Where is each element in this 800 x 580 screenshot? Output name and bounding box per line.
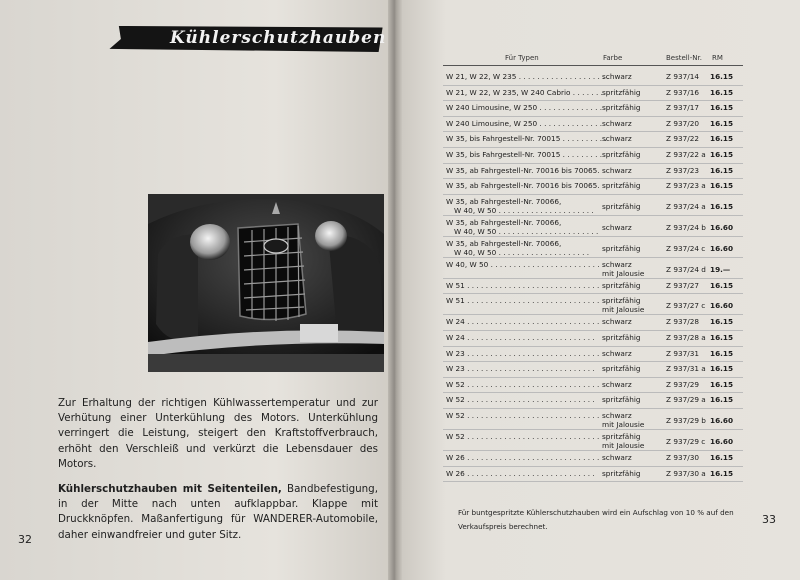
cell-bestell-nr: Z 937/27 c (666, 301, 706, 311)
cell-farbe: schwarz (602, 411, 632, 420)
cell-typ: W 24 . . . . . . . . . . . . . . . . . . . . . . . . . . . . (446, 333, 595, 342)
cell-typ: W 35, ab Fahrgestell-Nr. 70016 bis 70065. (446, 165, 600, 175)
cell-farbe: spritzfähig (602, 201, 641, 211)
row-rule (443, 330, 743, 331)
row-rule (443, 147, 743, 148)
cell-typ: W 23 . . . . . . . . . . . . . . . . . . . . . . . . . . . . . (446, 348, 600, 358)
row-rule (443, 194, 743, 195)
cell-bestell-nr: Z 937/29 (666, 379, 699, 389)
cell-bestell-nr: Z 937/29 a (666, 395, 706, 405)
cell-typ-line2: W 40, W 50 . . . . . . . . . . . . . . . . . . . . (454, 247, 590, 257)
product-details: Bandbefestigung, in der Mitte nach unten aufklappbar. Klappe mit Druckknöpfen. Maßanfertigung für WANDERER-Automobile, daher einwandfreier und guter Sitz. (58, 483, 378, 541)
cell-typ: W 35, ab Fahrgestell-Nr. 70066, (446, 196, 562, 206)
cell-typ: W 52 . . . . . . . . . . . . . . . . . . . . . . . . . . . . . (446, 379, 600, 389)
cell-rm: 16.15 (710, 348, 734, 358)
cell-farbe: spritzfähig (602, 468, 641, 478)
cell-rm: 16.15 (710, 379, 734, 389)
cell-bestell-nr: Z 937/31 (666, 348, 699, 358)
cell-farbe-line2: mit Jalousie (602, 268, 645, 278)
cell-rm: 16.15 (710, 72, 734, 81)
cell-rm: 16.15 (710, 165, 734, 175)
header-rm: RM (712, 54, 723, 62)
cell-rm: 16.15 (710, 201, 734, 211)
row-rule (443, 314, 743, 315)
cell-farbe: schwarz (602, 134, 632, 144)
page-number-right: 33 (762, 513, 776, 526)
cell-typ: W 24 . . . . . . . . . . . . . . . . . . . . . . . . . . . . . (446, 317, 600, 327)
cell-farbe: spritzfähig (602, 280, 641, 290)
footnote: Für buntgespritzte Kühlerschutzhauben wird ein Aufschlag von 10 % auf den Verkaufspreis berechnet. (458, 508, 734, 531)
cell-farbe: spritzfähig (602, 181, 641, 191)
cell-rm: 16.15 (710, 134, 734, 144)
cell-farbe: spritzfähig (602, 103, 641, 113)
cell-rm: 16.60 (710, 437, 734, 446)
cell-bestell-nr: Z 937/30 a (666, 468, 706, 478)
row-rule (443, 278, 743, 279)
cell-typ: W 21, W 22, W 235 . . . . . . . . . . . . . . . . . . . . (446, 72, 610, 81)
cell-farbe-line2: mit Jalousie (602, 441, 645, 450)
cell-rm: 16.15 (710, 317, 734, 327)
cell-typ-line2: W 40, W 50 . . . . . . . . . . . . . . . . . . . . . (454, 205, 594, 215)
cell-bestell-nr: Z 937/24 c (666, 243, 706, 253)
cell-rm: 16.15 (710, 181, 734, 191)
row-rule (443, 85, 743, 86)
cell-typ: W 40, W 50 . . . . . . . . . . . . . . . . . . . . . . . . . (446, 259, 605, 269)
paragraph-intro: Zur Erhaltung der richtigen Kühlwassertemperatur und zur Verhütung einer Unterkühlung des Motors. Unterkühlung verringert die Leistung, steigert den Kraftstoffverbrauch, erhöht den Verschleiß und verkürzt die Lebensdauer des Motors. (58, 397, 378, 470)
book-gutter (388, 0, 402, 580)
cell-rm: 16.15 (710, 364, 734, 374)
cell-bestell-nr: Z 937/29 c (666, 437, 706, 446)
cell-bestell-nr: Z 937/14 (666, 72, 699, 81)
row-rule (443, 178, 743, 179)
cell-farbe: schwarz (602, 348, 632, 358)
cell-typ: W 35, ab Fahrgestell-Nr. 70016 bis 70065. (446, 181, 600, 191)
cell-rm: 16.15 (710, 118, 734, 128)
row-rule (443, 361, 743, 362)
cell-farbe: spritzfähig (602, 150, 641, 159)
cell-typ: W 240 Limousine, W 250 . . . . . . . . . . . . . . (446, 118, 603, 128)
cell-bestell-nr: Z 937/30 (666, 453, 699, 462)
row-rule (443, 429, 743, 430)
cell-farbe: schwarz (602, 165, 632, 175)
cell-bestell-nr: Z 937/17 (666, 103, 699, 113)
header-farbe: Farbe (603, 54, 623, 62)
cell-bestell-nr: Z 937/27 (666, 280, 699, 290)
cell-farbe: schwarz (602, 379, 632, 389)
row-rule (443, 408, 743, 409)
row-rule (443, 236, 743, 237)
cell-bestell-nr: Z 937/23 a (666, 181, 706, 191)
cell-rm: 16.15 (710, 280, 734, 290)
cell-typ: W 21, W 22, W 235, W 240 Cabrio . . . . . . . (446, 87, 603, 97)
cell-bestell-nr: Z 937/20 (666, 118, 699, 128)
cell-typ: W 35, ab Fahrgestell-Nr. 70066, (446, 238, 562, 248)
cell-rm: 16.15 (710, 468, 734, 478)
cell-bestell-nr: Z 937/23 (666, 165, 699, 175)
cell-farbe: schwarz (602, 259, 632, 269)
cell-typ: W 23 . . . . . . . . . . . . . . . . . . . . . . . . . . . . (446, 364, 595, 374)
cell-rm: 16.15 (710, 453, 734, 462)
cell-bestell-nr: Z 937/22 (666, 134, 699, 144)
description-text (58, 396, 378, 553)
cell-typ: W 51 . . . . . . . . . . . . . . . . . . . . . . . . . . . . . (446, 280, 600, 290)
row-rule (443, 163, 743, 164)
cell-bestell-nr: Z 937/24 b (666, 222, 706, 232)
cell-farbe: spritzfähig (602, 395, 641, 405)
cell-farbe: spritzfähig (602, 333, 641, 342)
row-rule (443, 392, 743, 393)
cell-typ: W 26 . . . . . . . . . . . . . . . . . . . . . . . . . . . . (446, 468, 595, 478)
cell-farbe: spritzfähig (602, 296, 641, 306)
header-bestell-nr: Bestell-Nr. (666, 54, 702, 62)
cell-farbe: schwarz (602, 222, 632, 232)
cell-bestell-nr: Z 937/22 a (666, 150, 706, 159)
paragraph-product (58, 482, 378, 543)
cell-typ-line2: W 40, W 50 . . . . . . . . . . . . . . . . . . . . . . (454, 226, 599, 236)
cell-farbe: spritzfähig (602, 87, 641, 97)
product-name: Kühlerschutzhauben mit Seitenteilen, (58, 483, 282, 496)
row-rule (443, 100, 743, 101)
cell-bestell-nr: Z 937/29 b (666, 416, 706, 425)
page-number-left: 32 (18, 533, 32, 546)
cell-rm: 16.15 (710, 333, 734, 342)
cell-farbe-line2: mit Jalousie (602, 305, 645, 315)
row-rule (443, 346, 743, 347)
cell-rm: 16.60 (710, 222, 734, 232)
cell-typ: W 35, bis Fahrgestell-Nr. 70015 . . . . . . . . . (446, 150, 603, 159)
row-rule (443, 215, 743, 216)
cell-farbe: spritzfähig (602, 243, 641, 253)
cell-farbe: schwarz (602, 317, 632, 327)
row-rule (443, 481, 743, 482)
cell-rm: 16.15 (710, 87, 734, 97)
page-title: Kühlerschutzhauben (170, 28, 387, 48)
cell-typ: W 35, ab Fahrgestell-Nr. 70066, (446, 217, 562, 227)
cell-rm: 16.15 (710, 103, 734, 113)
cell-farbe: schwarz (602, 72, 632, 81)
cell-typ: W 240 Limousine, W 250 . . . . . . . . . . . . . . (446, 103, 603, 113)
row-rule (443, 466, 743, 467)
cell-bestell-nr: Z 937/24 d (666, 264, 706, 274)
cell-bestell-nr: Z 937/31 a (666, 364, 706, 374)
row-rule (443, 116, 743, 117)
left-page (0, 0, 394, 580)
row-rule (443, 293, 743, 294)
cell-rm: 16.60 (710, 301, 734, 311)
cell-typ: W 52 . . . . . . . . . . . . . . . . . . . . . . . . . . . . (446, 395, 595, 405)
cell-farbe: schwarz (602, 453, 632, 462)
cell-farbe-line2: mit Jalousie (602, 420, 645, 429)
cell-bestell-nr: Z 937/28 a (666, 333, 706, 342)
cell-typ: W 51 . . . . . . . . . . . . . . . . . . . . . . . . . . . . . (446, 296, 600, 306)
cell-farbe: spritzfähig (602, 432, 641, 441)
header-typen: Für Typen (505, 54, 539, 62)
cell-bestell-nr: Z 937/16 (666, 87, 699, 97)
cell-rm: 16.15 (710, 395, 734, 405)
cell-typ: W 35, bis Fahrgestell-Nr. 70015 . . . . . . . . . . (446, 134, 607, 144)
cell-bestell-nr: Z 937/24 a (666, 201, 706, 211)
row-rule (443, 450, 743, 451)
cell-typ: W 52 . . . . . . . . . . . . . . . . . . . . . . . . . . . . . (446, 411, 600, 420)
cell-typ: W 52 . . . . . . . . . . . . . . . . . . . . . . . . . . . . . (446, 432, 600, 441)
cell-rm: 16.60 (710, 416, 734, 425)
cell-bestell-nr: Z 937/28 (666, 317, 699, 327)
cell-farbe: spritzfähig (602, 364, 641, 374)
car-radiator-photo (148, 194, 384, 372)
cell-farbe: schwarz (602, 118, 632, 128)
row-rule (443, 257, 743, 258)
row-rule (443, 377, 743, 378)
cell-rm: 16.15 (710, 150, 734, 159)
cell-rm: 19.— (710, 264, 731, 274)
row-rule (443, 131, 743, 132)
cell-rm: 16.60 (710, 243, 734, 253)
header-rule (443, 65, 743, 66)
cell-typ: W 26 . . . . . . . . . . . . . . . . . . . . . . . . . . . . . (446, 453, 600, 462)
